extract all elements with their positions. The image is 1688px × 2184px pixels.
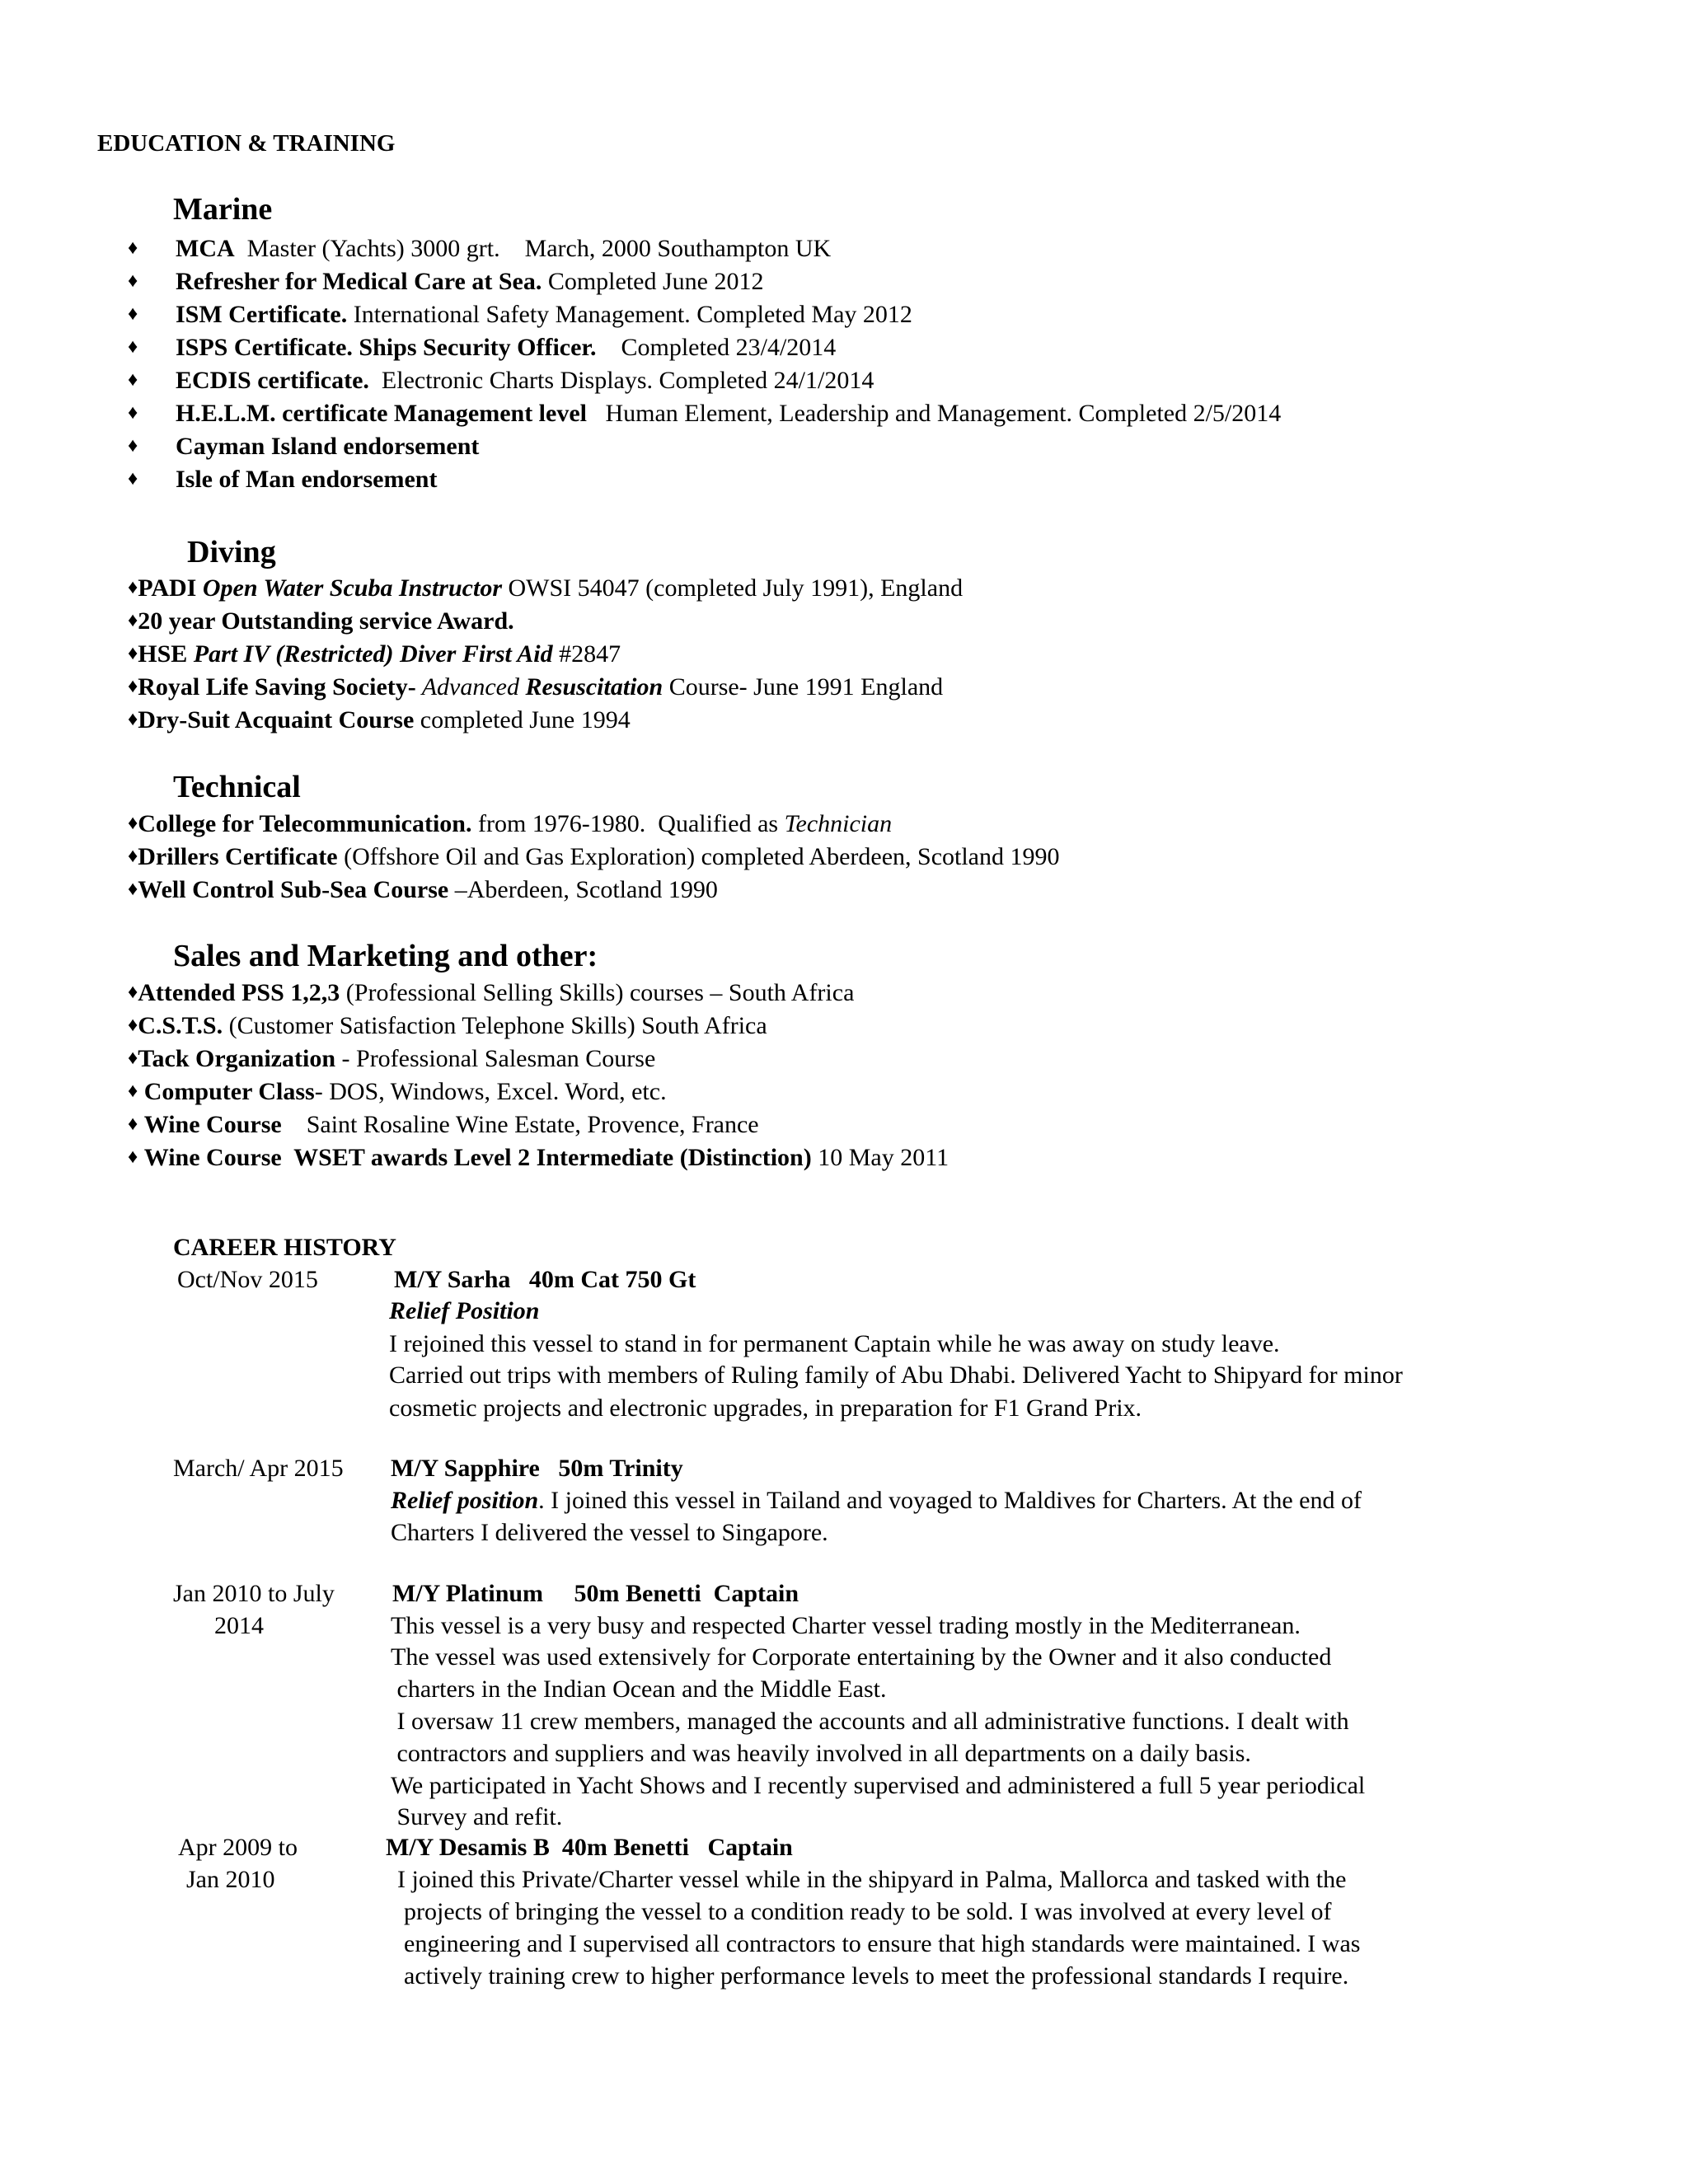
diamond-bullet-icon: ♦ bbox=[128, 846, 138, 867]
list-item: ♦ Isle of Man endorsement bbox=[128, 466, 438, 493]
diamond-bullet-icon: ♦ bbox=[128, 336, 138, 358]
career-text-line: projects of bringing the vessel to a condition ready to be sold. I was involved at every level of bbox=[404, 1898, 1332, 1925]
list-item: ♦Drillers Certificate (Offshore Oil and Gas Exploration) completed Aberdeen, Scotland 1990 bbox=[128, 843, 1060, 870]
list-item: ♦Tack Organization - Professional Salesman Course bbox=[128, 1045, 656, 1072]
diamond-bullet-icon: ♦ bbox=[128, 270, 138, 292]
diamond-bullet-icon: ♦ bbox=[128, 1015, 138, 1036]
list-item: ♦Attended PSS 1,2,3 (Professional Selling Skills) courses – South Africa bbox=[128, 979, 855, 1006]
diamond-bullet-icon: ♦ bbox=[128, 709, 138, 730]
diamond-bullet-icon: ♦ bbox=[128, 1113, 138, 1135]
diamond-bullet-icon: ♦ bbox=[128, 577, 138, 598]
list-item: ♦ ISPS Certificate. Ships Security Officer. Completed 23/4/2014 bbox=[128, 334, 837, 361]
page-title: EDUCATION & TRAINING bbox=[97, 130, 396, 157]
diamond-bullet-icon: ♦ bbox=[128, 369, 138, 391]
diamond-bullet-icon: ♦ bbox=[128, 1047, 138, 1069]
career-text-line: charters in the Indian Ocean and the Middle East. bbox=[391, 1675, 887, 1703]
list-item: ♦Royal Life Saving Society- Advanced Resuscitation Course- June 1991 England bbox=[128, 673, 944, 701]
diamond-bullet-icon: ♦ bbox=[128, 1146, 138, 1168]
career-text-line: engineering and I supervised all contractors to ensure that high standards were maintained. I was bbox=[404, 1930, 1361, 1957]
diving-heading: Diving bbox=[187, 535, 276, 569]
career-text-line: cosmetic projects and electronic upgrades, in preparation for F1 Grand Prix. bbox=[389, 1394, 1142, 1422]
sales-heading: Sales and Marketing and other: bbox=[173, 939, 598, 973]
career-date: Apr 2009 to bbox=[178, 1834, 298, 1861]
diamond-bullet-icon: ♦ bbox=[128, 237, 138, 259]
career-text-line: The vessel was used extensively for Corporate entertaining by the Owner and it also conducted bbox=[391, 1643, 1332, 1671]
career-text-line: contractors and suppliers and was heavily involved in all departments on a daily basis. bbox=[391, 1740, 1251, 1767]
career-text-line: Charters I delivered the vessel to Singapore. bbox=[391, 1519, 828, 1546]
marine-heading: Marine bbox=[173, 192, 273, 227]
diamond-bullet-icon: ♦ bbox=[128, 982, 138, 1003]
technical-heading: Technical bbox=[173, 770, 301, 804]
diamond-bullet-icon: ♦ bbox=[128, 1080, 138, 1102]
career-vessel-title: M/Y Platinum 50m Benetti Captain bbox=[392, 1580, 799, 1607]
career-vessel-title: M/Y Sarha 40m Cat 750 Gt bbox=[394, 1266, 696, 1293]
career-text-line: Survey and refit. bbox=[391, 1803, 563, 1830]
diamond-bullet-icon: ♦ bbox=[128, 435, 138, 457]
career-role: Relief Position bbox=[389, 1297, 540, 1324]
career-date: 2014 bbox=[214, 1612, 264, 1639]
diamond-bullet-icon: ♦ bbox=[128, 303, 138, 325]
career-date: Jan 2010 to July bbox=[173, 1580, 335, 1607]
list-item: ♦ Wine Course WSET awards Level 2 Intermediate (Distinction) 10 May 2011 bbox=[128, 1144, 950, 1171]
list-item: ♦ H.E.L.M. certificate Management level Human Element, Leadership and Management. Completed 2/5/2014 bbox=[128, 400, 1282, 427]
list-item: ♦ ECDIS certificate. Electronic Charts Displays. Completed 24/1/2014 bbox=[128, 367, 874, 394]
diamond-bullet-icon: ♦ bbox=[128, 676, 138, 697]
list-item: ♦ Cayman Island endorsement bbox=[128, 433, 480, 460]
list-item: ♦ Refresher for Medical Care at Sea. Completed June 2012 bbox=[128, 268, 764, 295]
diamond-bullet-icon: ♦ bbox=[128, 879, 138, 900]
career-text-line: We participated in Yacht Shows and I recently supervised and administered a full 5 year periodical bbox=[391, 1772, 1366, 1799]
diamond-bullet-icon: ♦ bbox=[128, 610, 138, 631]
career-heading: CAREER HISTORY bbox=[173, 1234, 396, 1261]
list-item: ♦ Wine Course Saint Rosaline Wine Estate, Provence, France bbox=[128, 1111, 759, 1138]
career-text-line: actively training crew to higher performance levels to meet the professional standards I require. bbox=[404, 1962, 1349, 1990]
diamond-bullet-icon: ♦ bbox=[128, 468, 138, 490]
list-item: ♦20 year Outstanding service Award. bbox=[128, 607, 514, 635]
list-item: ♦ MCA Master (Yachts) 3000 grt. March, 2000 Southampton UK bbox=[128, 235, 832, 262]
career-text-line: I joined this Private/Charter vessel while in the shipyard in Palma, Mallorca and tasked with the bbox=[397, 1866, 1347, 1893]
diamond-bullet-icon: ♦ bbox=[128, 813, 138, 834]
career-date: Jan 2010 bbox=[186, 1866, 275, 1893]
career-text-line: Relief position. I joined this vessel in Tailand and voyaged to Maldives for Charters. At the end of bbox=[391, 1487, 1362, 1514]
list-item: ♦College for Telecommunication. from 1976-1980. Qualified as Technician bbox=[128, 810, 893, 837]
career-text-line: I oversaw 11 crew members, managed the accounts and all administrative functions. I dealt with bbox=[391, 1708, 1349, 1735]
list-item: ♦ ISM Certificate. International Safety Management. Completed May 2012 bbox=[128, 301, 912, 328]
diamond-bullet-icon: ♦ bbox=[128, 643, 138, 664]
list-item: ♦Dry-Suit Acquaint Course completed June 1994 bbox=[128, 706, 631, 733]
career-text-line: This vessel is a very busy and respected Charter vessel trading mostly in the Mediterranean. bbox=[391, 1612, 1301, 1639]
career-date: March/ Apr 2015 bbox=[173, 1455, 344, 1482]
career-text-line: Carried out trips with members of Ruling family of Abu Dhabi. Delivered Yacht to Shipyard for minor bbox=[389, 1361, 1403, 1389]
list-item: ♦Well Control Sub-Sea Course –Aberdeen, Scotland 1990 bbox=[128, 876, 718, 903]
career-text-line: I rejoined this vessel to stand in for permanent Captain while he was away on study leave. bbox=[389, 1330, 1280, 1357]
list-item: ♦PADI Open Water Scuba Instructor OWSI 54047 (completed July 1991), England bbox=[128, 574, 964, 602]
list-item: ♦HSE Part IV (Restricted) Diver First Aid #2847 bbox=[128, 640, 621, 668]
career-vessel-title: M/Y Desamis B 40m Benetti Captain bbox=[386, 1834, 793, 1861]
career-vessel-title: M/Y Sapphire 50m Trinity bbox=[391, 1455, 683, 1482]
diamond-bullet-icon: ♦ bbox=[128, 402, 138, 424]
list-item: ♦ Computer Class- DOS, Windows, Excel. Word, etc. bbox=[128, 1078, 667, 1105]
list-item: ♦C.S.T.S. (Customer Satisfaction Telephone Skills) South Africa bbox=[128, 1012, 767, 1039]
career-date: Oct/Nov 2015 bbox=[177, 1266, 318, 1293]
